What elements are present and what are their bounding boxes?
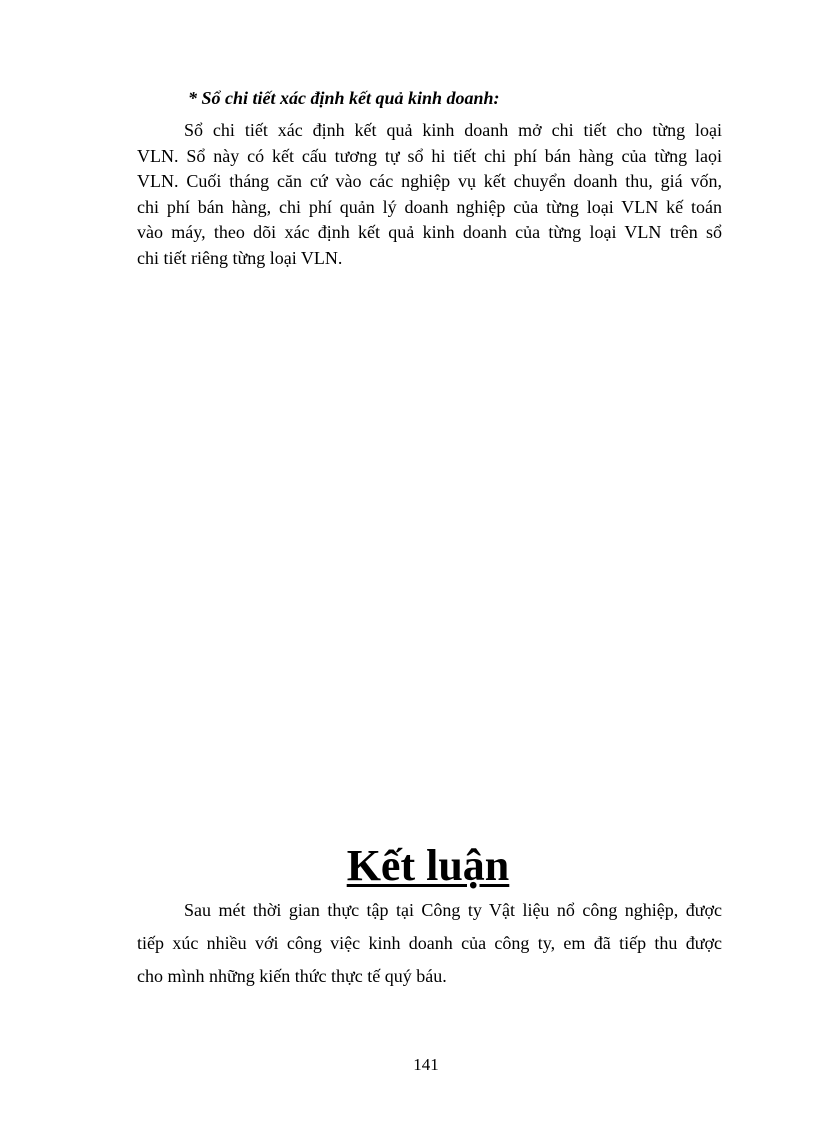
paragraph-line: chi tiết riêng từng loại VLN.: [137, 247, 343, 268]
paragraph-line: Sổ chi tiết xác định kết quả kinh doanh mở chi tiết cho từng loại: [184, 120, 722, 140]
conclusion-title: Kết luận: [346, 841, 510, 890]
section-paragraph: [137, 118, 722, 272]
section-heading: * Sổ chi tiết xác định kết quả kinh doanh:: [188, 88, 500, 108]
page-number: 141: [413, 1055, 439, 1074]
paragraph-line: vào máy, theo dõi xác định kết quả kinh doanh của từng loại VLN trên sổ: [137, 222, 722, 243]
conclusion-paragraph: [137, 894, 722, 993]
paragraph-line: Sau mét thời gian thực tập tại Công ty Vật liệu nổ công nghiệp, được: [184, 900, 722, 920]
paragraph-line: tiếp xúc nhiều với công việc kinh doanh của công ty, em đã tiếp thu được: [137, 933, 722, 953]
paragraph-line: cho mình những kiến thức thực tế quý báu.: [137, 966, 447, 986]
paragraph-line: VLN. Sổ này có kết cấu tương tự sổ hi tiết chi phí bán hàng của từng laọi: [137, 145, 722, 166]
paragraph-line: VLN. Cuối tháng căn cứ vào các nghiệp vụ kết chuyển doanh thu, giá vốn,: [137, 171, 722, 192]
paragraph-line: chi phí bán hàng, chi phí quản lý doanh nghiệp của từng loại VLN kế toán: [137, 196, 722, 217]
